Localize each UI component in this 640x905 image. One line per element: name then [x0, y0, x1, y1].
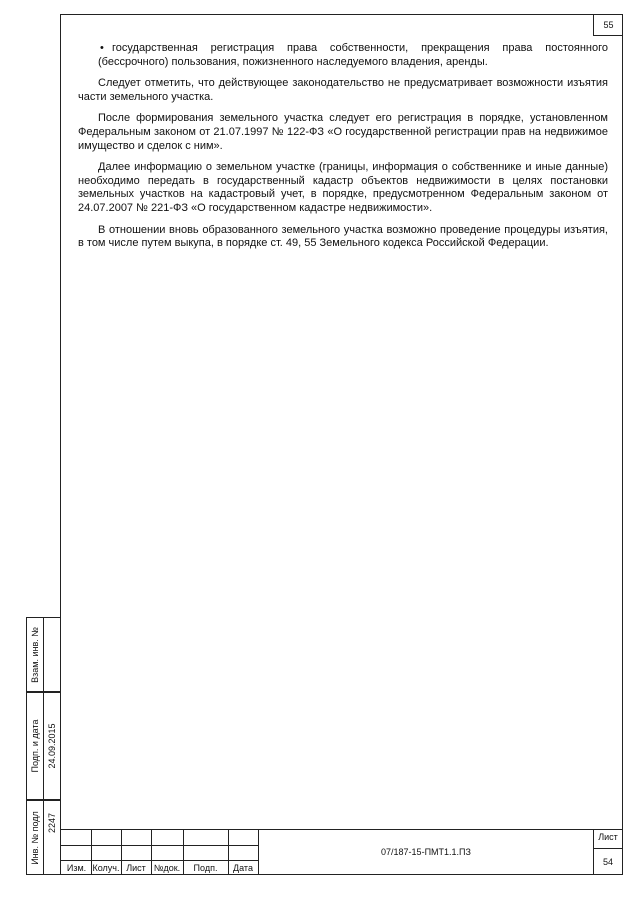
col-podp: Подп. — [193, 863, 218, 873]
list-label: Лист — [598, 832, 618, 842]
paragraph-3: Далее информацию о земельном участке (границы, информация о собственнике и иные данные) необходимо передать в государственный кадастр объектов недвижимости в целях постановки земельных участков на кадастровый учет, в порядке, предусмотренном Федеральным законом от 24.07.2007 № 221-ФЗ «О государственном кадастре недвижимости». — [78, 161, 608, 214]
list-separator — [593, 848, 623, 849]
bullet-mark: • — [100, 42, 104, 54]
paragraph-1: Следует отметить, что действующее законодательство не предусматривает возможности изъятия части земельного участка. — [78, 77, 608, 103]
sheet-number: 55 — [593, 14, 623, 36]
inv-value: 2247 — [46, 812, 57, 833]
side-vzam-cell — [26, 617, 60, 692]
col-data: Дата — [233, 863, 253, 873]
paragraph-4: В отношении вновь образованного земельного участка возможно проведение процедуры изъятия, в том числе путем выкупа, в порядке ст. 49, 55 Земельного кодекса Российской Федерации. — [78, 223, 608, 250]
document-code: 07/187-15-ПМТ1.1.ПЗ — [381, 847, 471, 857]
col-ndok: №док. — [153, 863, 181, 873]
podp-value: 24.09.2015 — [46, 723, 57, 769]
col-koluch: Колуч. — [92, 863, 120, 873]
side-podp-cell — [26, 692, 60, 800]
podp-label: Подп. и дата — [30, 719, 40, 773]
vzam-label: Взам. инв. № — [30, 626, 40, 683]
document-body — [78, 42, 608, 259]
bullet-paragraph — [78, 42, 608, 69]
paragraph-2: После формирования земельного участка следует его регистрация в порядке, установленном Федеральным законом от 21.07.1997 № 122-ФЗ «О государственной регистрации прав на недвижимое имущество и сделок с ним». — [78, 112, 608, 152]
side-inv-cell — [26, 800, 60, 875]
inv-label: Инв. № подл — [30, 810, 40, 865]
bullet-text: государственная регистрация права собственности, прекращения права постоянного (бессрочного) пользования, пожизненного наследуемого владения, аренды. — [98, 42, 608, 68]
col-izm: Изм. — [66, 863, 87, 873]
list-number: 54 — [602, 857, 613, 867]
col-list: Лист — [126, 863, 146, 873]
